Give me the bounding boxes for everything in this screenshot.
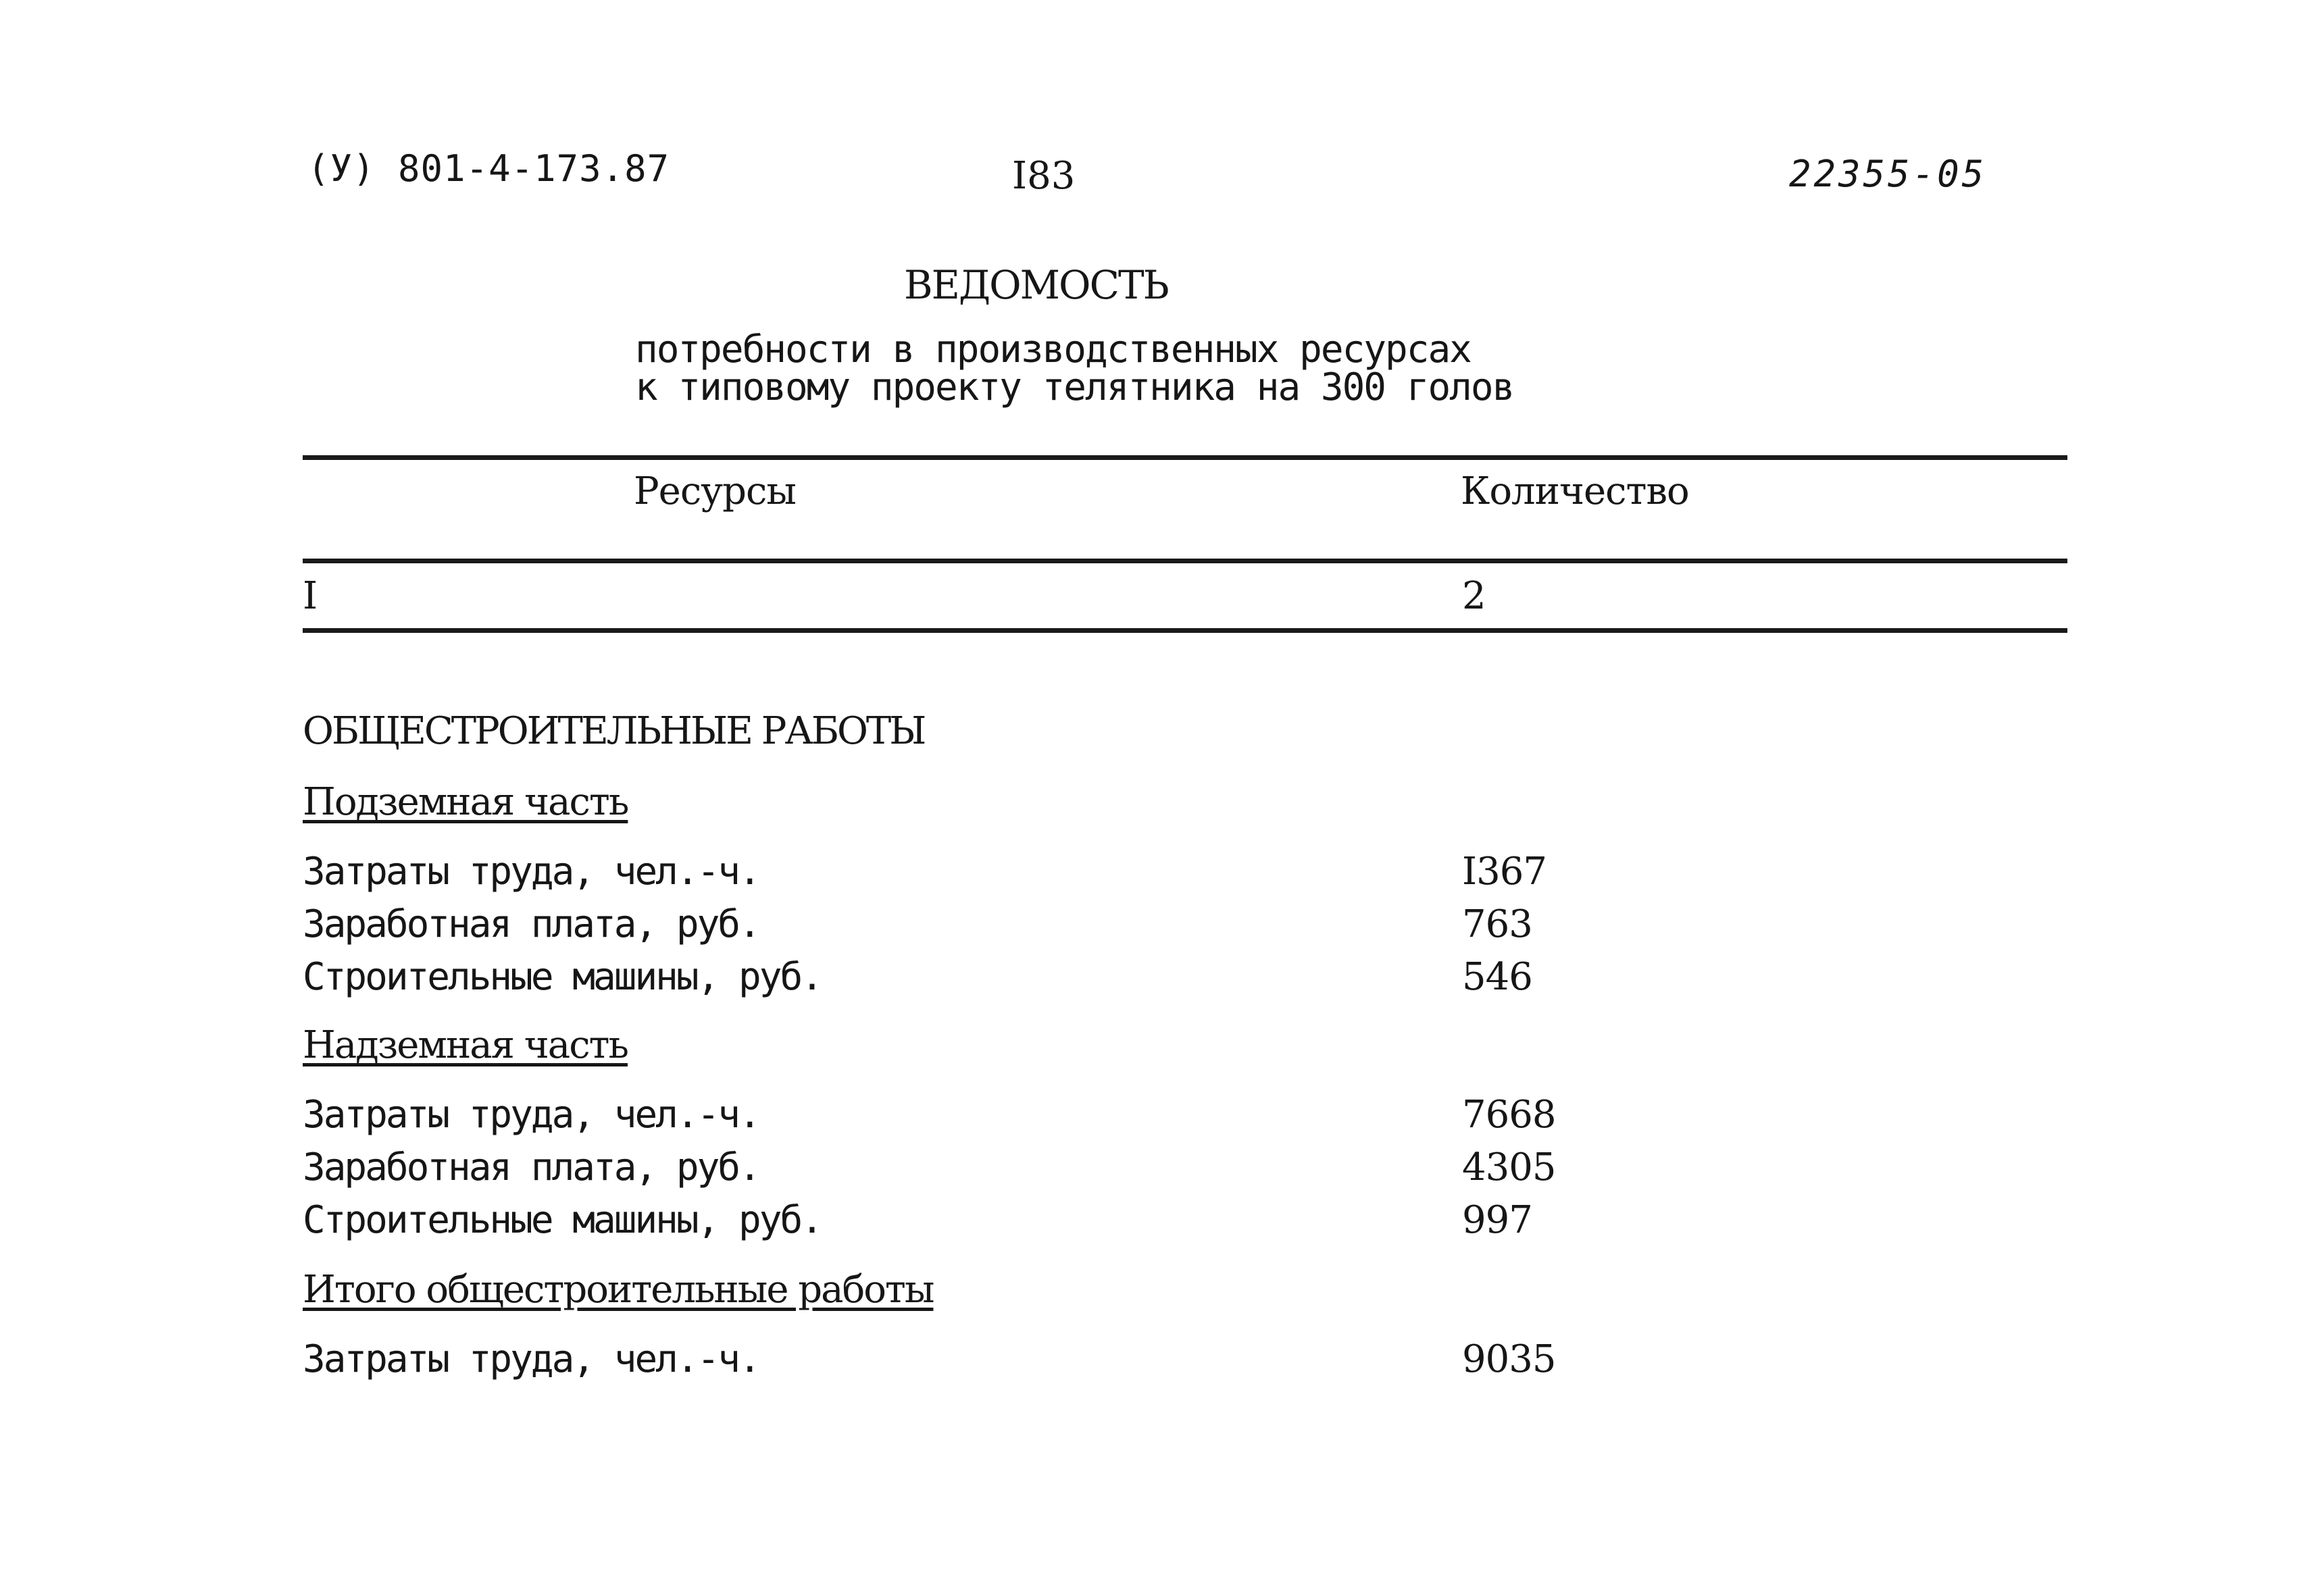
inventory-number: 22355-05 xyxy=(1789,153,1987,195)
row-label: Затраты труда, чел.-ч. xyxy=(303,850,759,894)
row-value: 997 xyxy=(1462,1198,1532,1242)
page-number: I83 xyxy=(1012,154,1076,198)
row-label: Затраты труда, чел.-ч. xyxy=(303,1337,759,1381)
table-header-rule xyxy=(303,559,2067,563)
document-code: (У) 801-4-173.87 xyxy=(307,147,670,190)
row-value: 4305 xyxy=(1462,1145,1556,1189)
row-value: 7668 xyxy=(1462,1093,1556,1137)
table-numbers-rule xyxy=(303,628,2067,633)
section-title: ОБЩЕСТРОИТЕЛЬНЫЕ РАБОТЫ xyxy=(303,709,925,753)
document-title: ВЕДОМОСТЬ xyxy=(904,262,1168,308)
row-value: 9035 xyxy=(1462,1337,1556,1381)
column-header-resources: Ресурсы xyxy=(634,469,796,513)
column-number-1: I xyxy=(303,574,318,618)
column-header-quantity: Количество xyxy=(1461,469,1689,513)
row-label: Строительные машины, руб. xyxy=(303,955,822,999)
row-label: Заработная плата, руб. xyxy=(303,902,759,946)
group-title-totals: Итого общестроительные работы xyxy=(303,1268,934,1312)
row-value: I367 xyxy=(1462,850,1547,894)
group-title-underground: Подземная часть xyxy=(303,780,628,824)
row-label: Строительные машины, руб. xyxy=(303,1198,822,1242)
document-subtitle xyxy=(635,328,1514,409)
subtitle-line-1: потребности в производственных ресурсах xyxy=(635,328,1471,371)
row-value: 763 xyxy=(1462,902,1532,946)
row-label: Затраты труда, чел.-ч. xyxy=(303,1093,759,1137)
row-label: Заработная плата, руб. xyxy=(303,1145,759,1189)
column-number-2: 2 xyxy=(1462,574,1486,618)
group-title-above-ground: Надземная часть xyxy=(303,1023,628,1067)
table-top-rule xyxy=(303,455,2067,460)
subtitle-line-2: к типовому проекту телятника на 300 голов xyxy=(635,365,1514,409)
row-value: 546 xyxy=(1462,955,1532,999)
